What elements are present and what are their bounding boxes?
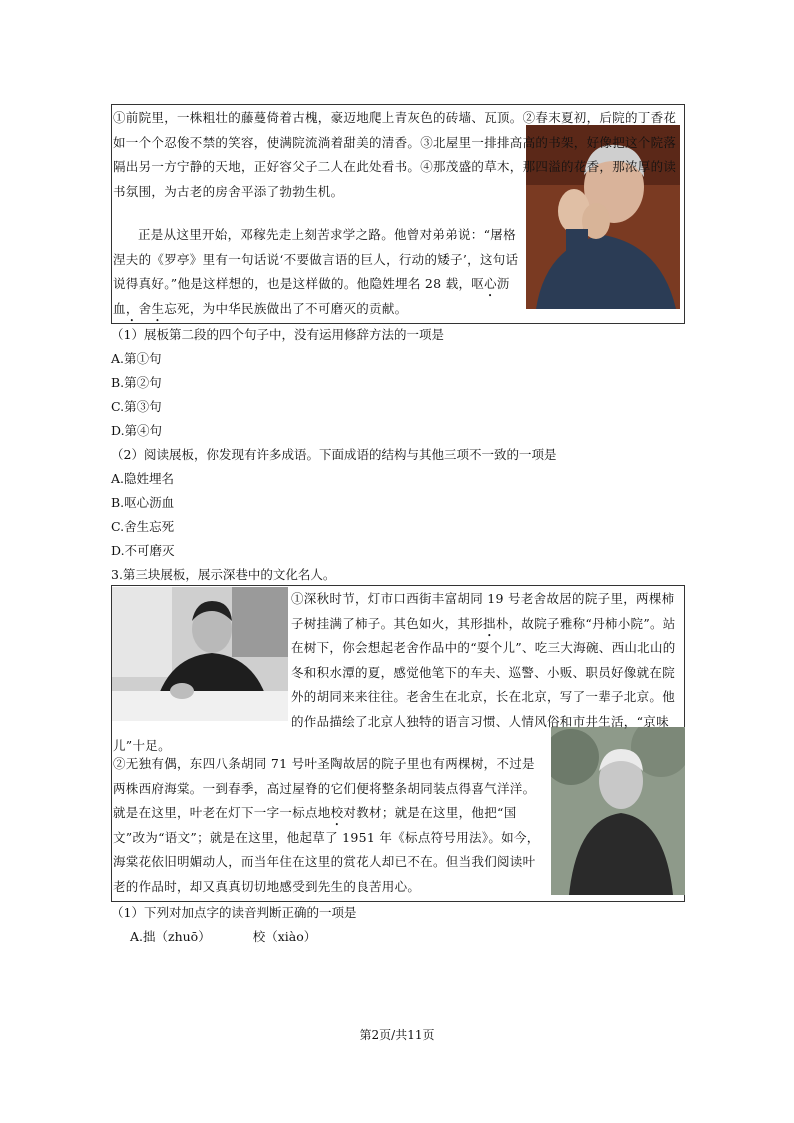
question-3-stem: （1）下列对加点字的读音判断正确的一项是 (111, 905, 357, 920)
panel2-text-1: ①前院里，一株粗壮的藤蔓倚着古槐，豪迈地爬上青灰色的砖墙、瓦顶。②春末夏初，后院的丁香花如一个个忍俊不禁的笑容，使满院流淌着甜美的清香。③北屋里一排排高高的书架，好像把这个院落隔出另一方宁静的天地，正好容父子二人在此处看书。④那茂盛的草木，那四溢的花香，那浓厚的读书氛围，为古老的房舍平添了勃勃生机。 (113, 110, 677, 199)
q2-option-c: C.舍生忘死 (111, 519, 175, 534)
dotted-char-zhuo: 拙 (483, 615, 496, 631)
q2-option-d: D.不可磨灭 (111, 543, 175, 558)
question-2-stem: （2）阅读展板，你发现有许多成语。下面成语的结构与其他三项不一致的一项是 (111, 447, 557, 462)
panel2-paragraph-2: 正是从这里开始，邓稼先走上刻苦求学之路。他曾对弟弟说：“屠格涅夫的《罗亭》里有一句话说‘不要做言语的巨人，行动的矮子’，这句话说得真好。”他是这样想的，也是这样做的。他隐姓埋名 28 载，呕心沥血，舍生忘死，为中华民族做出了不可磨灭的贡献。 (113, 227, 519, 316)
q2-option-b: B.呕心沥血 (111, 495, 175, 510)
page-footer: 第2页/共11页 (359, 1028, 435, 1042)
section-3-title: 3.第三块展板，展示深巷中的文化名人。 (111, 567, 336, 582)
dotted-char-ou: 呕 (471, 276, 485, 291)
dotted-char-jiao: 校 (330, 805, 344, 820)
panel3-paragraph-2: ②无独有偶，东四八条胡同 71 号叶圣陶故居的院子里也有两棵树，不过是两株西府海棠。一到春季，高过屋脊的它们便将整条胡同装点得喜气洋洋。就是在这里，叶老在灯下一字一标点地校对教材；就是在这里，他把“国文”改为“语文”；就是在这里，他起草了 1951 年《标点符号用法》。如今，海棠花依旧明媚动人，而当年住在这里的赏花人却已不在。但当我们阅读叶老的作品时，却又真真切切地感受到先生的良苦用心。 (113, 756, 540, 894)
q1-option-d: D.第④句 (111, 423, 163, 438)
q1-option-c: C.第③句 (111, 399, 162, 414)
q2-option-a: A.隐姓埋名 (111, 471, 175, 486)
q1-option-b: B.第②句 (111, 375, 162, 390)
q1-option-a: A.第①句 (111, 351, 162, 366)
q3-option-a: A.拙（zhuō） 校（xiào） (130, 929, 317, 944)
dotted-char-xue: 血 (113, 300, 126, 316)
panel2-paragraph-1 (113, 106, 681, 204)
dotted-char-she: 舍 (138, 300, 152, 316)
panel3-paragraph-1: ①深秋时节，灯市口西街丰富胡同 19 号老舍故居的院子里，两棵柿子树挂满了柿子。其色如火，其形拙朴，故院子雅称“丹柿小院”。站在树下，你会想起老舍作品中的“耍个儿”、吃三大海碗、西山北山的冬和积水潭的夏，感觉他笔下的车夫、巡警、小贩、职员好像就在院外的胡同来来往往。老舍生在北京，长在北京，写了一辈子北京。他的作品描绘了北京人独特的语言习惯、人情风俗和市井生活，“京味儿”十足。 (113, 591, 676, 753)
question-1-stem: （1）展板第二段的四个句子中，没有运用修辞方法的一项是 (111, 327, 444, 342)
